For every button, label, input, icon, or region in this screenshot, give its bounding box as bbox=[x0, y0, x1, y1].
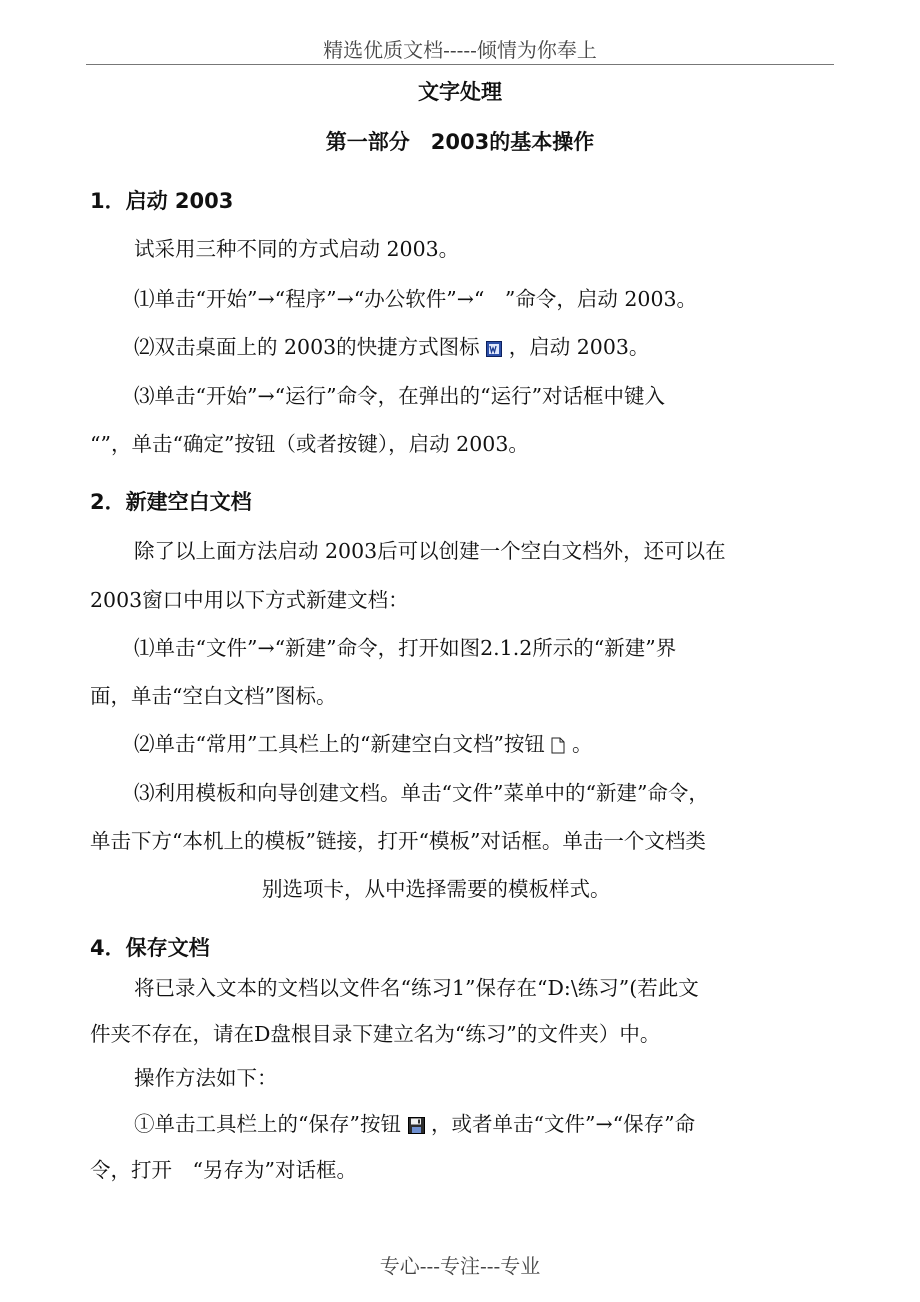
text-segment: ⑵单击“常用”工具栏上的“新建空白文档”按钮 bbox=[134, 732, 545, 756]
paragraph-line: 件夹不存在，请在D盘根目录下建立名为“练习”的文件夹）中。 bbox=[90, 1022, 661, 1046]
heading-new-blank-document: 2．新建空白文档 bbox=[90, 490, 252, 514]
text-segment: ，启动 2003。 bbox=[508, 335, 650, 359]
paragraph-line: ⑶单击“开始”→“运行”命令，在弹出的“运行”对话框中键入 bbox=[134, 384, 666, 408]
paragraph-line: 别选项卡，从中选择需要的模板样式。 bbox=[262, 877, 611, 901]
header-rule bbox=[86, 64, 834, 65]
paragraph-line bbox=[134, 330, 649, 362]
document-title: 文字处理 bbox=[418, 80, 502, 104]
text-segment: ，或者单击“文件”→“保存”命 bbox=[431, 1112, 696, 1136]
paragraph-line: 令，打开 “另存为”对话框。 bbox=[90, 1158, 357, 1182]
paragraph-line: 将已录入文本的文档以文件名“练习1”保存在“D:\练习”(若此文 bbox=[134, 976, 699, 1000]
paragraph-line bbox=[134, 727, 592, 759]
page-header: 精选优质文档-----倾情为你奉上 bbox=[323, 38, 597, 62]
new-document-icon bbox=[551, 735, 565, 759]
section-part-title: 第一部分 2003的基本操作 bbox=[325, 130, 595, 154]
text-segment: ⑵双击桌面上的 2003的快捷方式图标 bbox=[134, 335, 480, 359]
floppy-save-icon bbox=[408, 1115, 425, 1139]
word-app-icon bbox=[486, 338, 502, 362]
heading-start: 1．启动 2003 bbox=[90, 189, 234, 213]
paragraph-line: 试采用三种不同的方式启动 2003。 bbox=[134, 237, 460, 261]
paragraph-line: ⑴单击“开始”→“程序”→“办公软件”→“ ”命令，启动 2003。 bbox=[134, 287, 698, 311]
text-segment: ①单击工具栏上的“保存”按钮 bbox=[134, 1112, 401, 1136]
paragraph-line: 单击下方“本机上的模板”链接，打开“模板”对话框。单击一个文档类 bbox=[90, 829, 706, 853]
paragraph-line: 除了以上面方法启动 2003后可以创建一个空白文档外，还可以在 bbox=[134, 539, 726, 563]
paragraph-line: 2003窗口中用以下方式新建文档： bbox=[90, 588, 409, 612]
paragraph-line: 操作方法如下： bbox=[134, 1066, 278, 1090]
paragraph-line: “”，单击“确定”按钮（或者按键），启动 2003。 bbox=[90, 432, 529, 456]
paragraph-line bbox=[134, 1107, 695, 1139]
paragraph-line: ⑴单击“文件”→“新建”命令，打开如图2.1.2所示的“新建”界 bbox=[134, 636, 677, 660]
text-segment: 。 bbox=[571, 732, 593, 756]
paragraph-line: 面，单击“空白文档”图标。 bbox=[90, 684, 337, 708]
page-footer: 专心---专注---专业 bbox=[379, 1254, 541, 1278]
heading-save-document: 4．保存文档 bbox=[90, 936, 210, 960]
paragraph-line: ⑶利用模板和向导创建文档。单击“文件”菜单中的“新建”命令， bbox=[134, 781, 709, 805]
